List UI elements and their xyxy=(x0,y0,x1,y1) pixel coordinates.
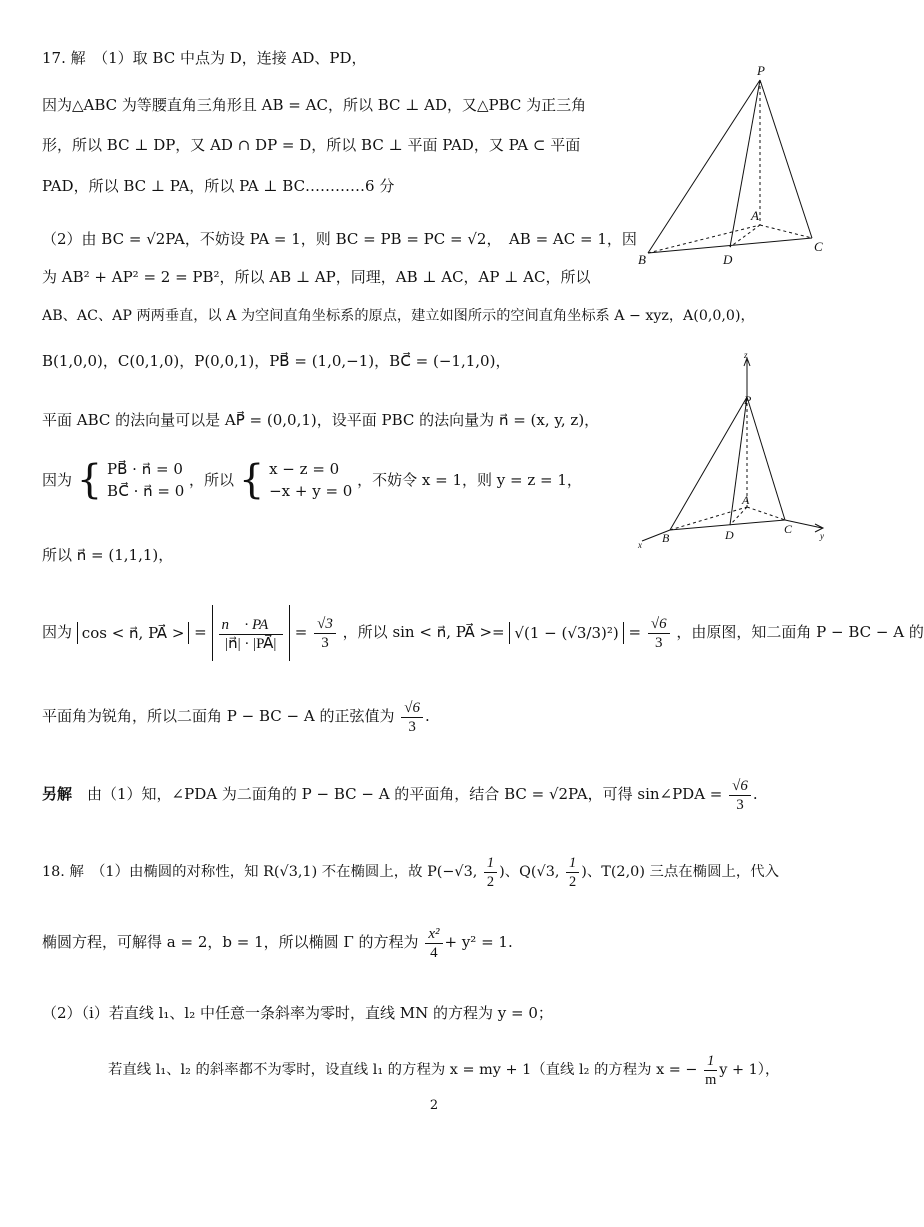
eq-sign-1: = xyxy=(194,623,207,641)
frac-alt-num: √6 xyxy=(729,777,751,796)
sqrt-expr: √(1 − (√3/3)²) xyxy=(514,624,619,642)
frac-sqrt3-den: 3 xyxy=(321,634,329,651)
line-15-a: 18. 解 （1）由椭圆的对称性，知 R(√3,1) 不在椭圆上，故 P(−√3, xyxy=(42,864,478,880)
alt-solution-label: 另解 xyxy=(42,785,73,803)
eq-sign-3: = xyxy=(628,623,642,641)
line-15-c: )、T(2,0) 三点在椭圆上，代入 xyxy=(581,864,780,880)
line-9: 平面 ABC 的法向量可以是 AP⃗ = (0,0,1)，设平面 PBC 的法向量为 n⃗ = (x, y, z)， xyxy=(42,411,600,429)
frac-alt xyxy=(729,777,751,814)
line-12-prefix: 因为 xyxy=(42,623,73,641)
label-C: C xyxy=(814,239,823,254)
line-12 xyxy=(42,604,924,660)
line-17-title: 17. 解 （1）取 BC 中点为 D，连接 AD、PD， xyxy=(42,49,367,67)
frac-p-num: 1 xyxy=(484,854,497,873)
system-2-eq2: −x + y = 0 xyxy=(269,482,353,500)
page-number: 2 xyxy=(429,1098,439,1113)
eq-sign-2: = xyxy=(294,623,308,641)
edge-AD-2 xyxy=(730,507,747,525)
line-7: AB、AC、AP 两两垂直，以 A 为空间直角坐标系的原点，建立如图所示的空间直角坐标系 A − xyz，A(0,0,0)， xyxy=(42,308,755,324)
line-4: PAD，所以 BC ⊥ PA，所以 PA ⊥ BC…………6 分 xyxy=(42,177,395,195)
label-x: x xyxy=(638,540,642,550)
label-A: A xyxy=(751,208,759,223)
edge-PC xyxy=(760,80,812,238)
line-13 xyxy=(42,694,430,738)
edge-PC-2 xyxy=(747,397,785,520)
pyramid-figure-1 xyxy=(630,60,830,270)
frac-p-den: 2 xyxy=(486,873,495,890)
edge-AB xyxy=(648,225,760,253)
cos-expr: cos < n⃗, PA⃗ > xyxy=(81,624,185,642)
line-8: B(1,0,0)，C(0,1,0)，P(0,0,1)，PB⃗ = (1,0,−1)，BC⃗ = (−1,1,0)， xyxy=(42,352,511,370)
left-brace-2: { xyxy=(238,457,265,503)
line-16-a: 椭圆方程，可解得 a = 2，b = 1，所以椭圆 Γ 的方程为 xyxy=(42,933,419,951)
abs-cos xyxy=(77,622,190,644)
line-18 xyxy=(108,1048,779,1092)
frac-ellipse xyxy=(425,925,442,962)
line-17: （2）（i）若直线 l₁、l₂ 中任意一条斜率为零时，直线 MN 的方程为 y = 0； xyxy=(42,1004,553,1022)
label-C-2: C xyxy=(784,522,793,536)
frac-sqrt3-num: √3 xyxy=(314,615,336,634)
frac-answer xyxy=(401,699,423,736)
system-1-eq1: PB⃗ · n⃗ = 0 xyxy=(107,460,183,478)
frac-answer-num: √6 xyxy=(401,699,423,718)
abs-sqrt xyxy=(509,622,623,644)
frac-p xyxy=(484,854,497,891)
abs-frac xyxy=(212,605,290,661)
system-1 xyxy=(107,458,184,502)
line-10-prefix: 因为 xyxy=(42,471,73,489)
line-18-a: 若直线 l₁、l₂ 的斜率都不为零时，设直线 l₁ 的方程为 x = my + 1（直线 l₂ 的方程为 x = − xyxy=(108,1062,698,1078)
frac-sqrt6 xyxy=(648,615,670,652)
line-15-b: )、Q(√3, xyxy=(499,864,560,880)
label-D: D xyxy=(723,252,733,267)
left-brace-1: { xyxy=(76,457,103,503)
line-13-text: 平面角为锐角，所以二面角 P − BC − A 的正弦值为 xyxy=(42,707,395,725)
line-14-text: 由（1）知，∠PDA 为二面角的 P − BC − A 的平面角，结合 BC = √2PA，可得 sin∠PDA = xyxy=(72,785,723,803)
frac-q-num: 1 xyxy=(566,854,579,873)
frac-dot-den: |n⃗| · |PA⃗| xyxy=(225,635,277,652)
edge-AC xyxy=(760,225,812,238)
edge-BC xyxy=(648,238,812,253)
line-11: 所以 n⃗ = (1,1,1)， xyxy=(42,546,174,564)
line-13-end: . xyxy=(424,707,430,725)
line-16 xyxy=(42,920,513,964)
pyramid-figure-2 xyxy=(630,352,835,552)
frac-dot-num: n⃗ · PA⃗ xyxy=(219,616,283,635)
line-10 xyxy=(42,458,582,518)
system-2 xyxy=(269,458,352,502)
line-18-title xyxy=(42,850,779,894)
frac-alt-den: 3 xyxy=(736,796,744,813)
line-14-end: . xyxy=(752,785,758,803)
frac-ellipse-num: x² xyxy=(425,925,442,944)
frac-slope-num: 1 xyxy=(704,1052,717,1071)
frac-dot xyxy=(219,616,283,653)
label-A-2: A xyxy=(742,493,750,507)
frac-sqrt6-den: 3 xyxy=(655,634,663,651)
line-16-b: + y² = 1. xyxy=(444,933,513,951)
label-B-2: B xyxy=(662,531,670,545)
line-5: （2）由 BC = √2PA，不妨设 PA = 1，则 BC = PB = PC = √2， AB = AC = 1，因 xyxy=(42,230,637,248)
system-1-eq2: BC⃗ · n⃗ = 0 xyxy=(107,482,185,500)
label-D-2: D xyxy=(725,528,734,542)
line-12-mid: ，所以 sin < n⃗, PA⃗ >= xyxy=(342,623,505,641)
frac-answer-den: 3 xyxy=(408,718,416,735)
system-2-eq1: x − z = 0 xyxy=(269,460,340,478)
label-y: y xyxy=(820,531,824,541)
line-18-b: y + 1）， xyxy=(719,1062,780,1078)
label-B: B xyxy=(638,252,646,267)
edge-AC-2 xyxy=(747,507,785,520)
frac-sqrt3 xyxy=(314,615,336,652)
line-2: 因为△ABC 为等腰直角三角形且 AB = AC，所以 BC ⊥ AD，又△PBC 为正三角 xyxy=(42,96,587,114)
frac-q xyxy=(566,854,579,891)
line-10-mid: ，所以 xyxy=(189,471,235,489)
label-z: z xyxy=(744,350,748,360)
frac-slope-den: m xyxy=(705,1071,717,1088)
line-10-suffix: ，不妨令 x = 1，则 y = z = 1， xyxy=(357,471,582,489)
frac-slope xyxy=(704,1052,717,1089)
line-6: 为 AB² + AP² = 2 = PB²，所以 AB ⊥ AP，同理，AB ⊥ AC，AP ⊥ AC，所以 xyxy=(42,268,591,286)
line-3: 形，所以 BC ⊥ DP，又 AD ∩ DP = D，所以 BC ⊥ 平面 PAD，又 PA ⊂ 平面 xyxy=(42,136,581,154)
frac-ellipse-den: 4 xyxy=(430,944,438,961)
edge-PB xyxy=(648,80,760,253)
line-14 xyxy=(42,770,758,818)
frac-sqrt6-num: √6 xyxy=(648,615,670,634)
line-12-suffix: ，由原图，知二面角 P − BC − A 的 xyxy=(676,623,924,641)
frac-q-den: 2 xyxy=(569,873,577,890)
label-P: P xyxy=(757,63,765,78)
label-P-2: P xyxy=(744,393,752,407)
